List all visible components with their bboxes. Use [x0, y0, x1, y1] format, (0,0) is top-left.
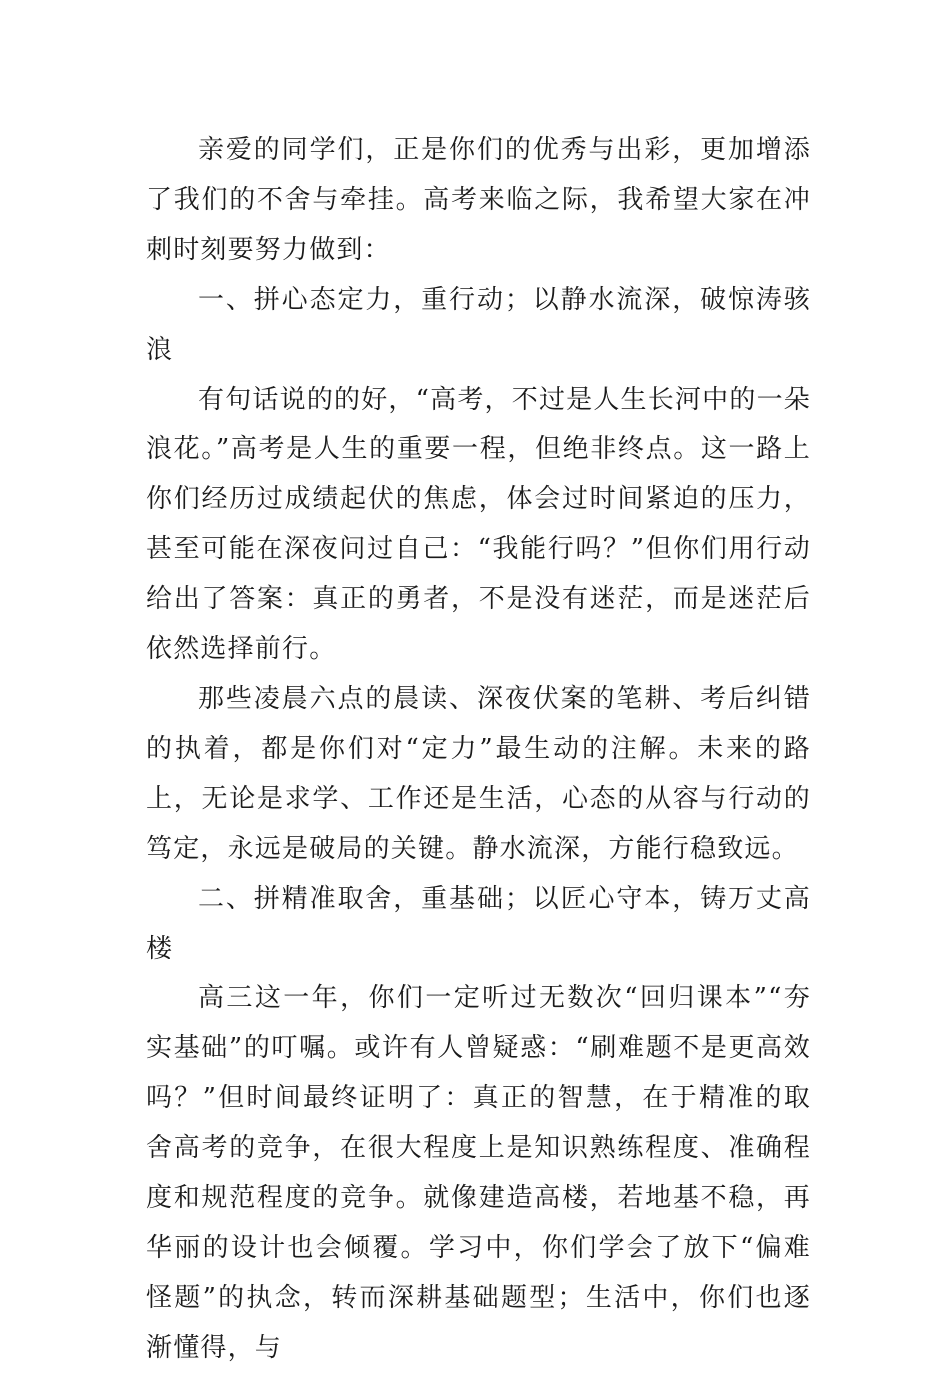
section-heading-2: 二、拼精准取舍，重基础；以匠心守本，铸万丈高楼: [146, 883, 811, 964]
intro-paragraph: 亲爱的同学们，正是你们的优秀与出彩，更加增添了我们的不舍与牵挂。高考来临之际，我希望大家在冲刺时刻要努力做到：: [146, 135, 811, 265]
body-paragraph: 有句话说的的好，“高考，不过是人生长河中的一朵浪花。”高考是人生的重要一程，但绝非终点。这一路上你们经历过成绩起伏的焦虑，体会过时间紧迫的压力，甚至可能在深夜问过自己：“我能行吗？”但你们用行动给出了答案：真正的勇者，不是没有迷茫，而是迷茫后依然选择前行。: [146, 384, 811, 665]
section-heading-1: 一、拼心态定力，重行动；以静水流深，破惊涛骇浪: [146, 284, 811, 365]
body-paragraph: 那些凌晨六点的晨读、深夜伏案的笔耕、考后纠错的执着，都是你们对“定力”最生动的注解。未来的路上，无论是求学、工作还是生活，心态的从容与行动的笃定，永远是破局的关键。静水流深，方能行稳致远。: [146, 683, 811, 864]
document-body: [146, 126, 811, 1374]
body-paragraph: 高三这一年，你们一定听过无数次“回归课本”“夯实基础”的叮嘱。或许有人曾疑惑：“刷难题不是更高效吗？”但时间最终证明了：真正的智慧，在于精准的取舍高考的竞争，在很大程度上是知识熟练程度、准确程度和规范程度的竞争。就像建造高楼，若地基不稳，再华丽的设计也会倾覆。学习中，你们学会了放下“偏难怪题”的执念，转而深耕基础题型；生活中，你们也逐渐懂得，与: [146, 983, 811, 1363]
